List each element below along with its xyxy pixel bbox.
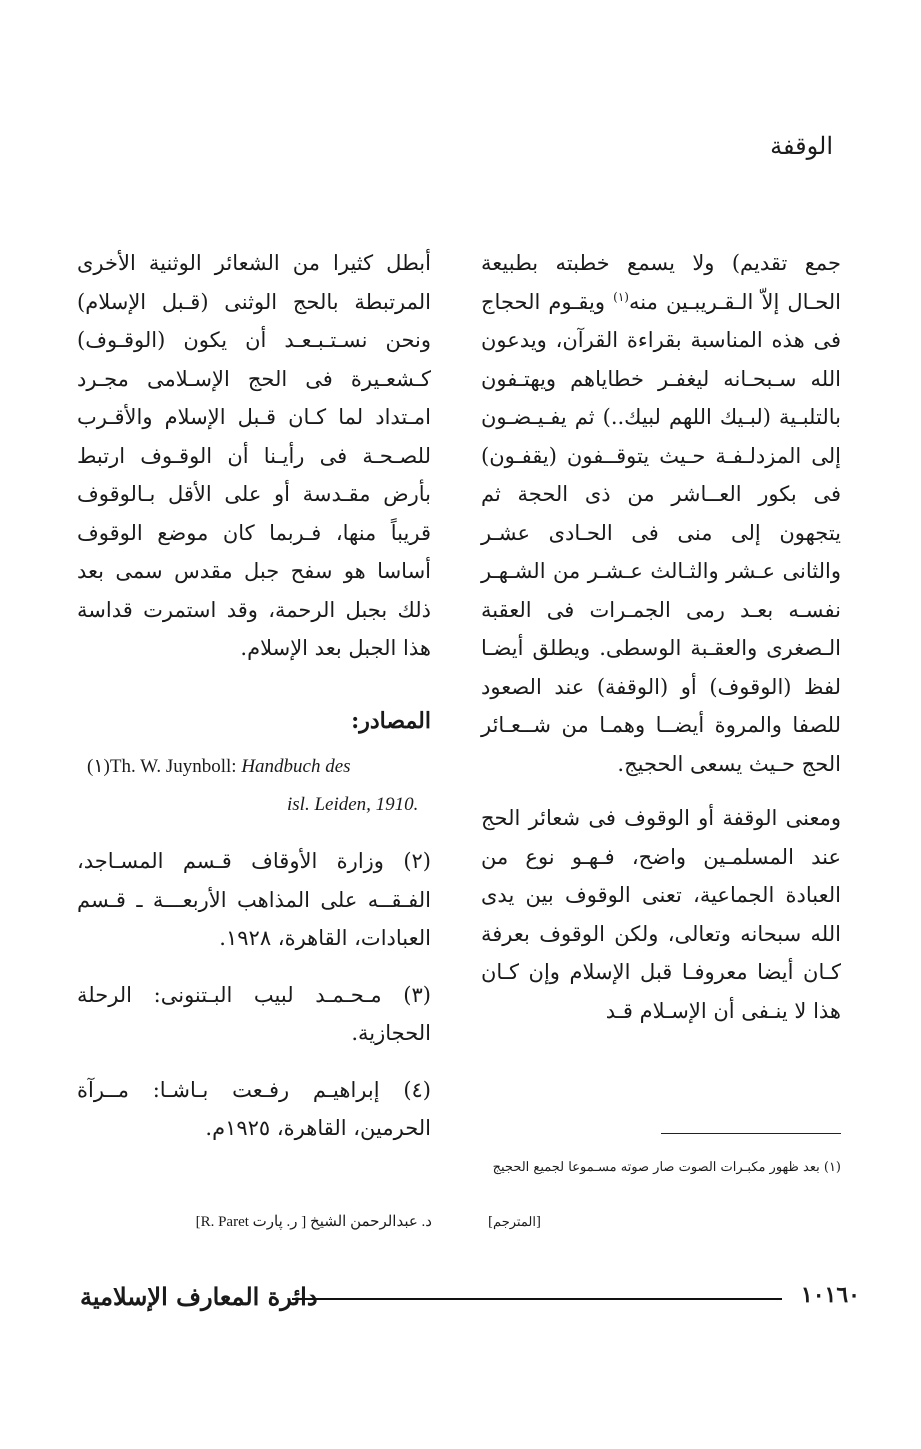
footnote-reference[interactable]: (١) <box>613 289 629 304</box>
source-4: (٤) إبراهيـم رفـعت بـاشـا: مــرآة الحرمين، القاهرة، ١٩٢٥م. <box>77 1077 431 1140</box>
right-paragraph-2: ومعنى الوقفة أو الوقوف فى شعائر الحج عند المسلمـين واضح، فـهـو نوع من العبادة الجماعية، تعنى الوقوف بين يدى الله سبحانه وتعالى، ولكن الوقوف بعرفة كـان أيضا معروفـا قبل الإسلام وإن كـان هذا لا ينـفى أن الإسـلام قـد <box>481 806 841 1023</box>
right-paragraph-1-start: جمع تقديم) ولا يسمع خطبته بطبيعة الحـال إلاّ الـقـريبـين منه <box>481 251 841 314</box>
sources-heading: المصادر: <box>351 707 431 734</box>
left-paragraph-1: أبطل كثيرا من الشعائر الوثنية الأخرى المرتبطة بالحج الوثنى (قـبل الإسلام) ونحن نسـتـبـعـد أن يكون (الوقـوف) كـشعـيرة فى الحج الإسـلامى مجـرد امـتداد لما كـان قـبل الإسلام والأقـرب للصـحـة فى رأيـنا أن الوقـوف ارتبط بأرض مقـدسة أو على الأقل بـالوقوف قريباً منها، فـربما كان موضع الوقوف أساسا هو سفح جبل مقدس سمى بعد ذلك بجبل الرحمة، وقد استمرت قداسة هذا الجبل بعد الإسلام. <box>77 251 431 660</box>
footer-divider <box>292 1298 782 1300</box>
right-paragraph-1 <box>481 244 841 783</box>
left-column <box>77 244 431 1148</box>
source-1 <box>77 748 431 824</box>
running-head: الوقفة <box>770 132 833 160</box>
footnote-text: (١) بعد ظهور مكبـرات الصوت صار صوته مسـموعا لجميع الحجيج <box>492 1160 841 1175</box>
translator-note: [المترجم] <box>487 1215 541 1230</box>
source-3: (٣) مـحـمـد لبيب البـتنونى: الرحلة الحجازية. <box>77 982 431 1045</box>
source-1-number: (١) <box>87 756 110 777</box>
source-1-author: Th. W. Juynboll: <box>109 756 242 777</box>
source-1-title-continued: isl. Leiden, 1910. <box>287 794 419 815</box>
right-column <box>481 244 841 1030</box>
page-number: ١٠١٦٠ <box>800 1282 860 1308</box>
source-1-title: Handbuch des <box>241 756 351 777</box>
footer-title: دائرة المعارف الإسلامية <box>80 1282 318 1311</box>
source-2: (٢) وزارة الأوقاف قـسم المسـاجد، الفـقــه على المذاهب الأربعـــة ـ قـسم العبادات، القاهرة، ١٩٢٨. <box>77 849 431 950</box>
page-footer <box>80 1282 860 1322</box>
right-paragraph-1-rest: ويقـوم الحجاج فى هذه المناسبة بقراءة القرآن، ويدعون الله سـبحـانه ليغفـر خطاياهم ويهتـفون بالتلبـية (لبـيك اللهم لبيك..) ثم يفـيـضـون إلى المزدلـفـة حـيث يتوقــفون (يقفـون) فى بكور العــاشر من ذى الحجة ثم يتجهون إلى منى فى الحـادى عشـر والثانى عـشر والثـالث عـشـر من الشـهـر نفسـه بعـد رمى الجمـرات فى العقبة الـصغرى والعقـبة الوسطى. ويطلق أيضـا لفظ (الوقوف) أو (الوقفة) عند الصعود للصفا والمروة أيضــا وهمـا من شــعـائر الحج حـيث يسعى الحجيج. <box>481 289 841 776</box>
author-signature: د. عبدالرحمن الشيخ [ ر. پارت R. Paret] <box>195 1214 432 1230</box>
footnote-divider <box>661 1133 841 1134</box>
